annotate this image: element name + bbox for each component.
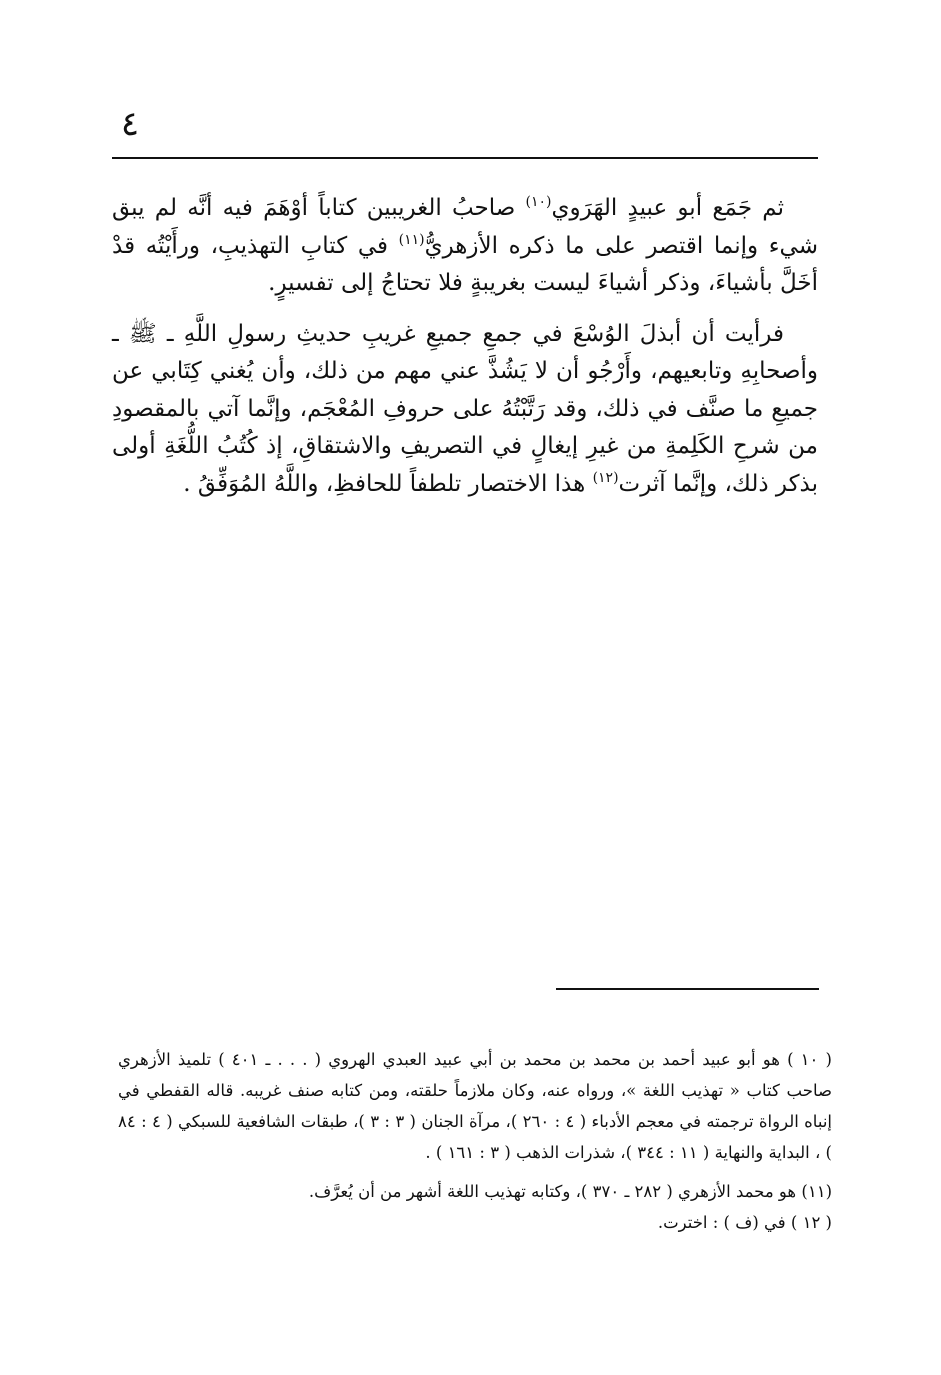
footnotes [118, 1044, 832, 1238]
footnote: ( ١٢ ) في (ف ) : اخترت. [657, 1213, 832, 1232]
footnote-ref[interactable]: (١١) [398, 231, 425, 248]
header-rule [112, 157, 818, 159]
footnote: (١١) هو محمد الأزهري ( ٢٨٢ ـ ٣٧٠ )، وكتابه تهذيب اللغة أشهر من أن يُعرَّف. [308, 1182, 832, 1201]
body-text [112, 190, 818, 503]
paragraph-text: هذا الاختصار تلطفاً للحافظِ، واللَّهُ المُوَفِّقُ . [183, 470, 593, 497]
page-number: ٤ [120, 104, 140, 144]
paragraph-text: فرأيت أن أبذلَ الوُسْعَ في جمعِ جميعِ غريبِ حديثِ رسولِ اللَّهِ ـ ﷺ ـ وأصحابِهِ وتابعيهم، وأَرْجُو أن لا يَشُذَّ عني مهم من ذلك، وأن يُغني كِتَابي عن جميعِ ما صنَّف في ذلك، وقد رَتَّبْتُهُ على حروفِ المُعْجَم، وإنَّما آتي بالمقصودِ من شرحِ الكَلِمةِ من غيرِ إيغالٍ في التصريفِ والاشتقاقِ، إذ كُتُبُ اللُّغَةِ أولى بذكر ذلك، وإنَّما آثرت [112, 320, 818, 497]
footnote-ref[interactable]: (١٢) [592, 469, 619, 486]
paragraph [112, 316, 818, 504]
footnote: ( ١٠ ) هو أبو عبيد أحمد بن محمد بن محمد بن أبي عبيد العبدي الهروي ( . . . ـ ٤٠١ ) تلميذ الأزهري صاحب كتاب « تهذيب اللغة »، ورواه عنه، وكان ملازماً حلقته، ومن كتابه صنف غريبه. قاله القفطي في إنباه الرواة ترجمته في معجم الأدباء ( ٤ : ٢٦٠ )، مرآة الجنان ( ٣ : ٣ )، طبقات الشافعية للسبكي ( ٤ : ٨٤ ) ، البداية والنهاية ( ١١ : ٣٤٤ )، شذرات الذهب ( ٣ : ١٦١ ) . [118, 1050, 832, 1162]
paragraph-text: في كتابِ التهذيبِ، ورأَيْتُه قدْ أخَلَّ بأشياءَ، وذكر أشياءَ ليست بغريبةٍ فلا تحتاجُ إلى تفسيرٍ. [112, 232, 818, 296]
footnote-ref[interactable]: (١٠) [525, 194, 552, 210]
paragraph-text: ثم جَمَع أبو عبيدٍ الهَرَوي [551, 195, 784, 221]
paragraph [112, 190, 818, 303]
footnote-rule [556, 988, 819, 990]
paragraph-text: صاحبُ الغريبين كتاباً أوْهَمَ فيه أنَّه لم يبق شيء وإنما اقتصر على ما ذكره الأزهريُّ [112, 195, 818, 259]
